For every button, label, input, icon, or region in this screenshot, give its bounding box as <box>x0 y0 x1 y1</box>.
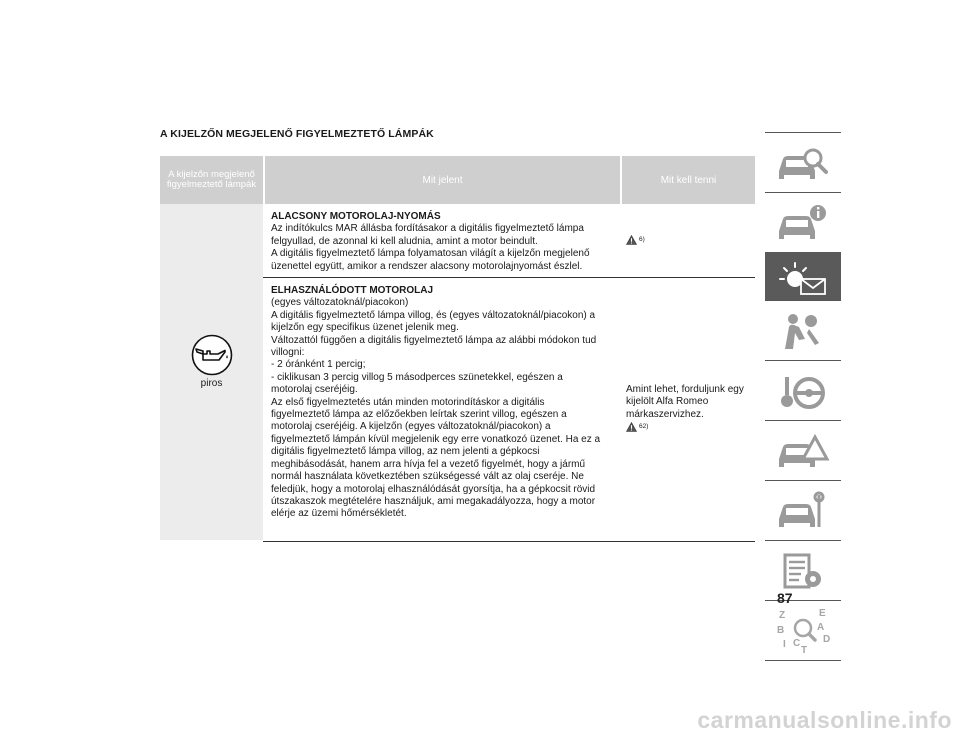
action-cell <box>618 278 755 541</box>
key-steering-wheel-icon <box>775 369 831 413</box>
tab-strip-end <box>765 660 841 661</box>
tab-warning-lamps[interactable] <box>765 252 841 300</box>
text-line: kijelölt Alfa Romeo <box>626 396 709 408</box>
text-line: A digitális figyelmeztető lámpa villog, és (egyes változatoknál/piacokon) a <box>271 309 596 321</box>
warning-triangle-icon <box>626 235 637 245</box>
text-line: figyelmeztető lámpán kívül megjelenik egy erre vonatkozó üzenet. Ha ez a <box>271 433 601 445</box>
warning-reference[interactable] <box>626 234 645 246</box>
text-line: Az első figyelmeztetés után minden motorindításkor a digitális <box>271 396 545 408</box>
index-letter: A <box>817 621 825 633</box>
index-letter: E <box>819 607 826 619</box>
lamp-cell <box>160 334 263 389</box>
text-line: felgyullad, de azonnal ki kell aludnia, amint a motor beindult. <box>271 235 538 247</box>
index-letter: T <box>801 644 808 656</box>
warning-triangle-icon <box>626 422 637 432</box>
tab-maintenance[interactable] <box>765 480 841 540</box>
car-warning-triangle-icon <box>775 429 831 473</box>
text-line: - ciklikusan 3 percig villog 5 másodperces szünetekkel, egészen a <box>271 371 563 383</box>
warning-reference[interactable] <box>626 421 648 433</box>
seat-airbag-icon <box>775 309 831 353</box>
text-line: üzenettel együtt, amikor a rendszer alacsony motorolajnyomást észlel. <box>271 260 583 272</box>
index-letter: D <box>823 633 831 645</box>
tab-car-info[interactable] <box>765 192 841 252</box>
text-line: normál használata következtében szükségessé vált az olaj cseréje. Ne <box>271 471 584 483</box>
table-header <box>160 156 755 204</box>
car-search-icon <box>775 141 831 185</box>
text-line: digitális figyelmeztető lámpa villog, az nem jelenti a gépkocsi <box>271 446 540 458</box>
page-number: 87 <box>777 590 793 606</box>
text-line: Amint lehet, forduljunk egy <box>626 384 744 395</box>
action-cell <box>618 204 755 277</box>
index-letter: Z <box>779 609 786 621</box>
action-text <box>626 384 754 437</box>
text-line: Változattól függően a digitális figyelmeztető lámpa az alábbi módokon tud <box>271 334 597 346</box>
text-line: motorolaj cseréjéig. A kijelzőn (egyes változatoknál/piacokon) a <box>271 421 551 433</box>
table-row <box>263 204 755 278</box>
table-row <box>263 278 755 542</box>
tab-safety[interactable] <box>765 300 841 360</box>
section-tabs <box>765 132 841 661</box>
header-meaning: Mit jelent <box>265 156 620 204</box>
warning-lamp-message-icon <box>773 257 833 297</box>
index-letter: B <box>777 624 785 636</box>
tab-emergency[interactable] <box>765 420 841 480</box>
alphabet-index-icon <box>773 606 833 656</box>
watermark: carmanualsonline.info <box>697 707 952 733</box>
data-gear-icon <box>775 549 831 593</box>
text-line: márkaszervizhez. <box>626 408 704 420</box>
lamp-column <box>160 204 263 540</box>
warning-lamp-table <box>160 156 755 542</box>
text-line: - 2 óránként 1 percig; <box>271 359 366 371</box>
tab-index[interactable] <box>765 600 841 660</box>
text-line: Az indítókulcs MAR állásba fordításakor a digitális figyelmeztető lámpa <box>271 223 584 235</box>
meaning-cell <box>263 204 618 277</box>
tab-starting-driving[interactable] <box>765 360 841 420</box>
text-line: kijelzőn egy specifikus üzenet jelenik meg. <box>271 322 459 334</box>
page-title: A KIJELZŐN MEGJELENŐ FIGYELMEZTETŐ LÁMPÁK <box>160 128 434 140</box>
text-line: villogni: <box>271 347 305 359</box>
text-line: (egyes változatoknál/piacokon) <box>271 297 409 309</box>
tab-car-search[interactable] <box>765 132 841 192</box>
warning-ref-number: 62) <box>639 423 649 431</box>
lamp-color-label: piros <box>200 378 223 389</box>
oil-can-icon <box>191 334 233 376</box>
text-line: feledjük, hogy a motorolaj elhasználódását gyorsítja, ha a gépkocsit rövid <box>271 483 596 495</box>
car-tools-icon <box>775 489 831 533</box>
table-body <box>160 204 755 542</box>
text-line: elérje az üzemi hőmérsékletét. <box>271 508 407 520</box>
meaning-cell <box>263 278 618 541</box>
text-line: motorolaj cseréjéig. <box>271 384 358 396</box>
row-heading: ALACSONY MOTOROLAJ-NYOMÁS <box>271 211 441 222</box>
index-letter: C <box>793 637 801 649</box>
header-lamp: A kijelzőn megjelenő figyelmeztető lámpák <box>160 156 263 204</box>
text-line: A digitális figyelmeztető lámpa folyamatosan világít a kijelzőn megjelenő <box>271 248 590 260</box>
text-line: meghibásodását, hanem arra hívja fel a vezető figyelmét, hogy a jármű <box>271 458 586 470</box>
text-line: figyelmeztető lámpa az előzőekben leírtak szerint villog, egészen a <box>271 409 567 421</box>
row-heading: ELHASZNÁLÓDOTT MOTOROLAJ <box>271 285 434 296</box>
car-info-icon <box>775 201 831 245</box>
rows <box>263 204 755 542</box>
warning-ref-number: 6) <box>639 236 645 243</box>
index-letter: I <box>783 638 786 650</box>
header-action: Mit kell tenni <box>622 156 755 204</box>
text-line: útszakaszok megtételére használjuk, ami megakadályozza, hogy a motor <box>271 495 596 507</box>
